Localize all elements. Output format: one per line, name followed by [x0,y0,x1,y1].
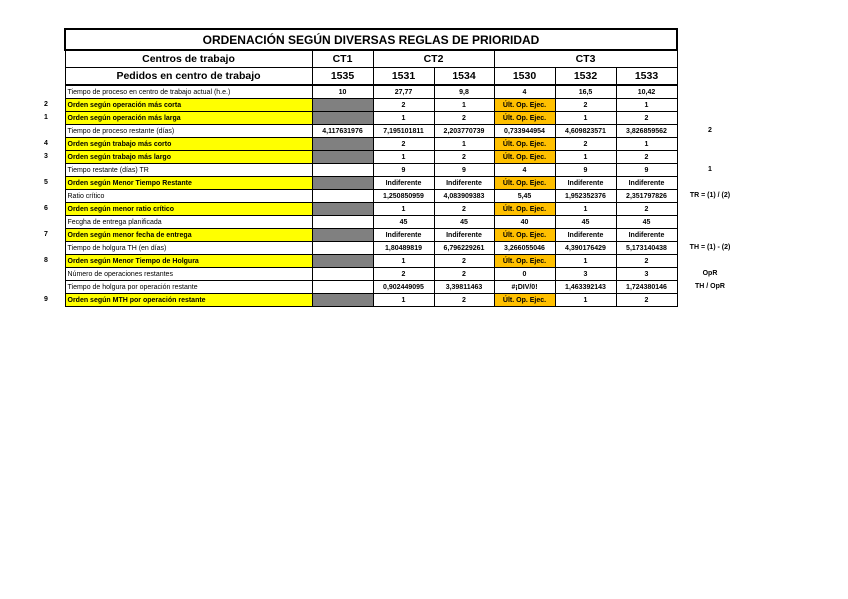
rule-row [65,99,677,112]
pedidos-label[interactable]: Pedidos en centro de trabajo [65,68,312,86]
table-title[interactable]: ORDENACIÓN SEGÚN DIVERSAS REGLAS DE PRIORIDAD [65,29,677,50]
data-cell[interactable]: 2 [434,203,494,216]
data-cell[interactable] [312,190,373,203]
gray-cell[interactable] [312,177,373,190]
row-label[interactable]: Orden según Menor Tiempo Restante [65,177,312,190]
last-op-cell[interactable]: Últ. Op. Ejec. [494,229,555,242]
formula-note: TR = (1) / (2) [689,192,731,199]
data-cell[interactable] [312,268,373,281]
data-cell[interactable]: 45 [373,216,434,229]
data-cell[interactable]: 2 [434,151,494,164]
data-cell[interactable] [312,216,373,229]
row-label[interactable]: Tiempo restante (días) TR [65,164,312,177]
data-cell[interactable]: 27,77 [373,85,434,99]
gray-cell[interactable] [312,229,373,242]
rule-number: 2 [44,101,48,108]
data-cell[interactable]: 1 [616,138,677,151]
row-label[interactable]: Orden según menor ratio crítico [65,203,312,216]
pedido-cell[interactable]: 1532 [555,68,616,86]
data-cell[interactable]: 1 [555,151,616,164]
data-cell[interactable]: 9,8 [434,85,494,99]
row-label[interactable]: Tiempo de holgura TH (en días) [65,242,312,255]
data-cell[interactable]: 2 [434,112,494,125]
data-cell[interactable]: 2 [555,138,616,151]
data-cell[interactable]: 10,42 [616,85,677,99]
data-cell[interactable]: Indiferente [373,229,434,242]
data-cell[interactable]: 3,826859562 [616,125,677,138]
data-cell[interactable]: 45 [434,216,494,229]
data-cell[interactable]: 1,250850959 [373,190,434,203]
data-cell[interactable]: 2 [434,255,494,268]
data-cell[interactable]: 1 [555,203,616,216]
row-label[interactable]: Fecgha de entrega planificada [65,216,312,229]
data-cell[interactable]: 45 [555,216,616,229]
data-cell[interactable]: 2,203770739 [434,125,494,138]
row-label[interactable]: Orden según menor fecha de entrega [65,229,312,242]
last-op-cell[interactable]: Últ. Op. Ejec. [494,203,555,216]
pedido-cell[interactable]: 1531 [373,68,434,86]
row-label[interactable]: Orden según trabajo más corto [65,138,312,151]
value-row [65,125,677,138]
rule-number: 6 [44,205,48,212]
rule-number: 8 [44,257,48,264]
row-label[interactable]: Tiempo de holgura por operación restante [65,281,312,294]
last-op-cell[interactable]: Últ. Op. Ejec. [494,138,555,151]
formula-note: 1 [708,166,712,173]
data-cell[interactable]: 4,609823571 [555,125,616,138]
data-cell[interactable]: #¡DIV/0! [494,281,555,294]
data-cell[interactable]: 1 [434,138,494,151]
data-cell[interactable]: 2 [373,268,434,281]
formula-note: OpR [702,270,718,277]
data-cell[interactable]: 2 [434,268,494,281]
row-label[interactable]: Número de operaciones restantes [65,268,312,281]
data-cell[interactable]: 1,80489819 [373,242,434,255]
data-cell[interactable]: 9 [555,164,616,177]
centro-ct3[interactable]: CT3 [494,50,677,68]
data-cell[interactable] [312,164,373,177]
row-label[interactable]: Orden según MTH por operación restante [65,294,312,307]
row-label[interactable]: Orden según trabajo más largo [65,151,312,164]
value-row [65,242,677,255]
row-label[interactable]: Orden según operación más corta [65,99,312,112]
centros-row [65,50,677,68]
rule-row [65,138,677,151]
data-cell[interactable]: 1 [555,255,616,268]
gray-cell[interactable] [312,294,373,307]
data-cell[interactable]: Indiferente [434,177,494,190]
data-cell[interactable]: 2,351797826 [616,190,677,203]
rule-number: 3 [44,153,48,160]
rule-number: 4 [44,140,48,147]
data-cell[interactable]: 1 [373,203,434,216]
gray-cell[interactable] [312,138,373,151]
data-cell[interactable]: 0,733944954 [494,125,555,138]
data-cell[interactable]: 2 [555,99,616,112]
row-label[interactable]: Ratio crítico [65,190,312,203]
data-cell[interactable]: 7,195101811 [373,125,434,138]
pedidos-row [65,68,677,86]
data-cell[interactable]: 9 [373,164,434,177]
data-cell[interactable]: 1 [373,294,434,307]
data-cell[interactable]: 1,463392143 [555,281,616,294]
data-cell[interactable]: 5,45 [494,190,555,203]
data-cell[interactable]: 2 [434,294,494,307]
rule-number: 7 [44,231,48,238]
data-cell[interactable]: 1 [434,99,494,112]
data-cell[interactable]: 1,952352376 [555,190,616,203]
data-cell[interactable]: 9 [616,164,677,177]
rule-number: 1 [44,114,48,121]
data-cell[interactable]: 4 [494,85,555,99]
data-cell[interactable]: 5,173140438 [616,242,677,255]
value-row [65,268,677,281]
data-cell[interactable]: 4,083909383 [434,190,494,203]
data-cell[interactable]: 1 [373,255,434,268]
gray-cell[interactable] [312,112,373,125]
data-cell[interactable]: Indiferente [434,229,494,242]
data-cell[interactable]: 3,39811463 [434,281,494,294]
data-cell[interactable]: Indiferente [616,229,677,242]
data-cell[interactable] [312,281,373,294]
data-cell[interactable]: 1 [373,151,434,164]
formula-note: 2 [708,127,712,134]
rule-number: 5 [44,179,48,186]
priority-rules-table [64,28,678,307]
last-op-cell[interactable]: Últ. Op. Ejec. [494,177,555,190]
data-cell[interactable]: 3 [616,268,677,281]
title-row [65,29,677,50]
data-cell[interactable]: 9 [434,164,494,177]
pedido-cell[interactable]: 1530 [494,68,555,86]
centro-ct2[interactable]: CT2 [373,50,494,68]
data-cell[interactable]: 2 [373,99,434,112]
data-cell[interactable]: Indiferente [555,229,616,242]
data-cell[interactable]: 16,5 [555,85,616,99]
data-cell[interactable]: 4 [494,164,555,177]
centro-ct1[interactable]: CT1 [312,50,373,68]
data-cell[interactable]: 40 [494,216,555,229]
pedido-cell[interactable]: 1535 [312,68,373,86]
value-row [65,85,677,99]
formula-note: TH / OpR [695,283,725,290]
data-cell[interactable]: 10 [312,85,373,99]
rule-row [65,294,677,307]
last-op-cell[interactable]: Últ. Op. Ejec. [494,255,555,268]
rule-number: 9 [44,296,48,303]
data-cell[interactable]: 3 [555,268,616,281]
row-label[interactable]: Tiempo de proceso restante (días) [65,125,312,138]
last-op-cell[interactable]: Últ. Op. Ejec. [494,151,555,164]
data-cell[interactable]: 2 [616,203,677,216]
data-cell[interactable]: 2 [616,255,677,268]
pedido-cell[interactable]: 1533 [616,68,677,86]
data-cell[interactable]: 1 [616,99,677,112]
data-cell[interactable]: 0,902449095 [373,281,434,294]
rule-row [65,177,677,190]
data-cell[interactable]: 4,117631976 [312,125,373,138]
data-cell[interactable]: 6,796229261 [434,242,494,255]
last-op-cell[interactable]: Últ. Op. Ejec. [494,294,555,307]
data-cell[interactable]: 2 [616,112,677,125]
last-op-cell[interactable]: Últ. Op. Ejec. [494,99,555,112]
value-row [65,216,677,229]
data-cell[interactable]: 1 [373,112,434,125]
value-row [65,281,677,294]
data-cell[interactable]: 1,724380146 [616,281,677,294]
data-cell[interactable]: 0 [494,268,555,281]
centros-label[interactable]: Centros de trabajo [65,50,312,68]
data-cell[interactable]: 2 [373,138,434,151]
data-cell[interactable]: 1 [555,112,616,125]
row-label[interactable]: Orden según Menor Tiempo de Holgura [65,255,312,268]
rule-row [65,151,677,164]
data-cell[interactable]: 45 [616,216,677,229]
rule-row [65,112,677,125]
row-label[interactable]: Orden según operación más larga [65,112,312,125]
data-cell[interactable]: Indiferente [555,177,616,190]
value-row [65,164,677,177]
data-cell[interactable]: 2 [616,294,677,307]
formula-note: TH = (1) - (2) [689,244,731,251]
data-cell[interactable]: 3,266055046 [494,242,555,255]
data-cell[interactable]: 4,390176429 [555,242,616,255]
data-cell[interactable]: Indiferente [616,177,677,190]
data-cell[interactable]: 1 [555,294,616,307]
gray-cell[interactable] [312,151,373,164]
gray-cell[interactable] [312,203,373,216]
gray-cell[interactable] [312,99,373,112]
data-cell[interactable]: 2 [616,151,677,164]
data-cell[interactable]: Indiferente [373,177,434,190]
rule-row [65,229,677,242]
row-label[interactable]: Tiempo de proceso en centro de trabajo actual (h.e.) [65,85,312,99]
rule-row [65,203,677,216]
pedido-cell[interactable]: 1534 [434,68,494,86]
data-cell[interactable] [312,242,373,255]
gray-cell[interactable] [312,255,373,268]
last-op-cell[interactable]: Últ. Op. Ejec. [494,112,555,125]
rule-row [65,255,677,268]
value-row [65,190,677,203]
